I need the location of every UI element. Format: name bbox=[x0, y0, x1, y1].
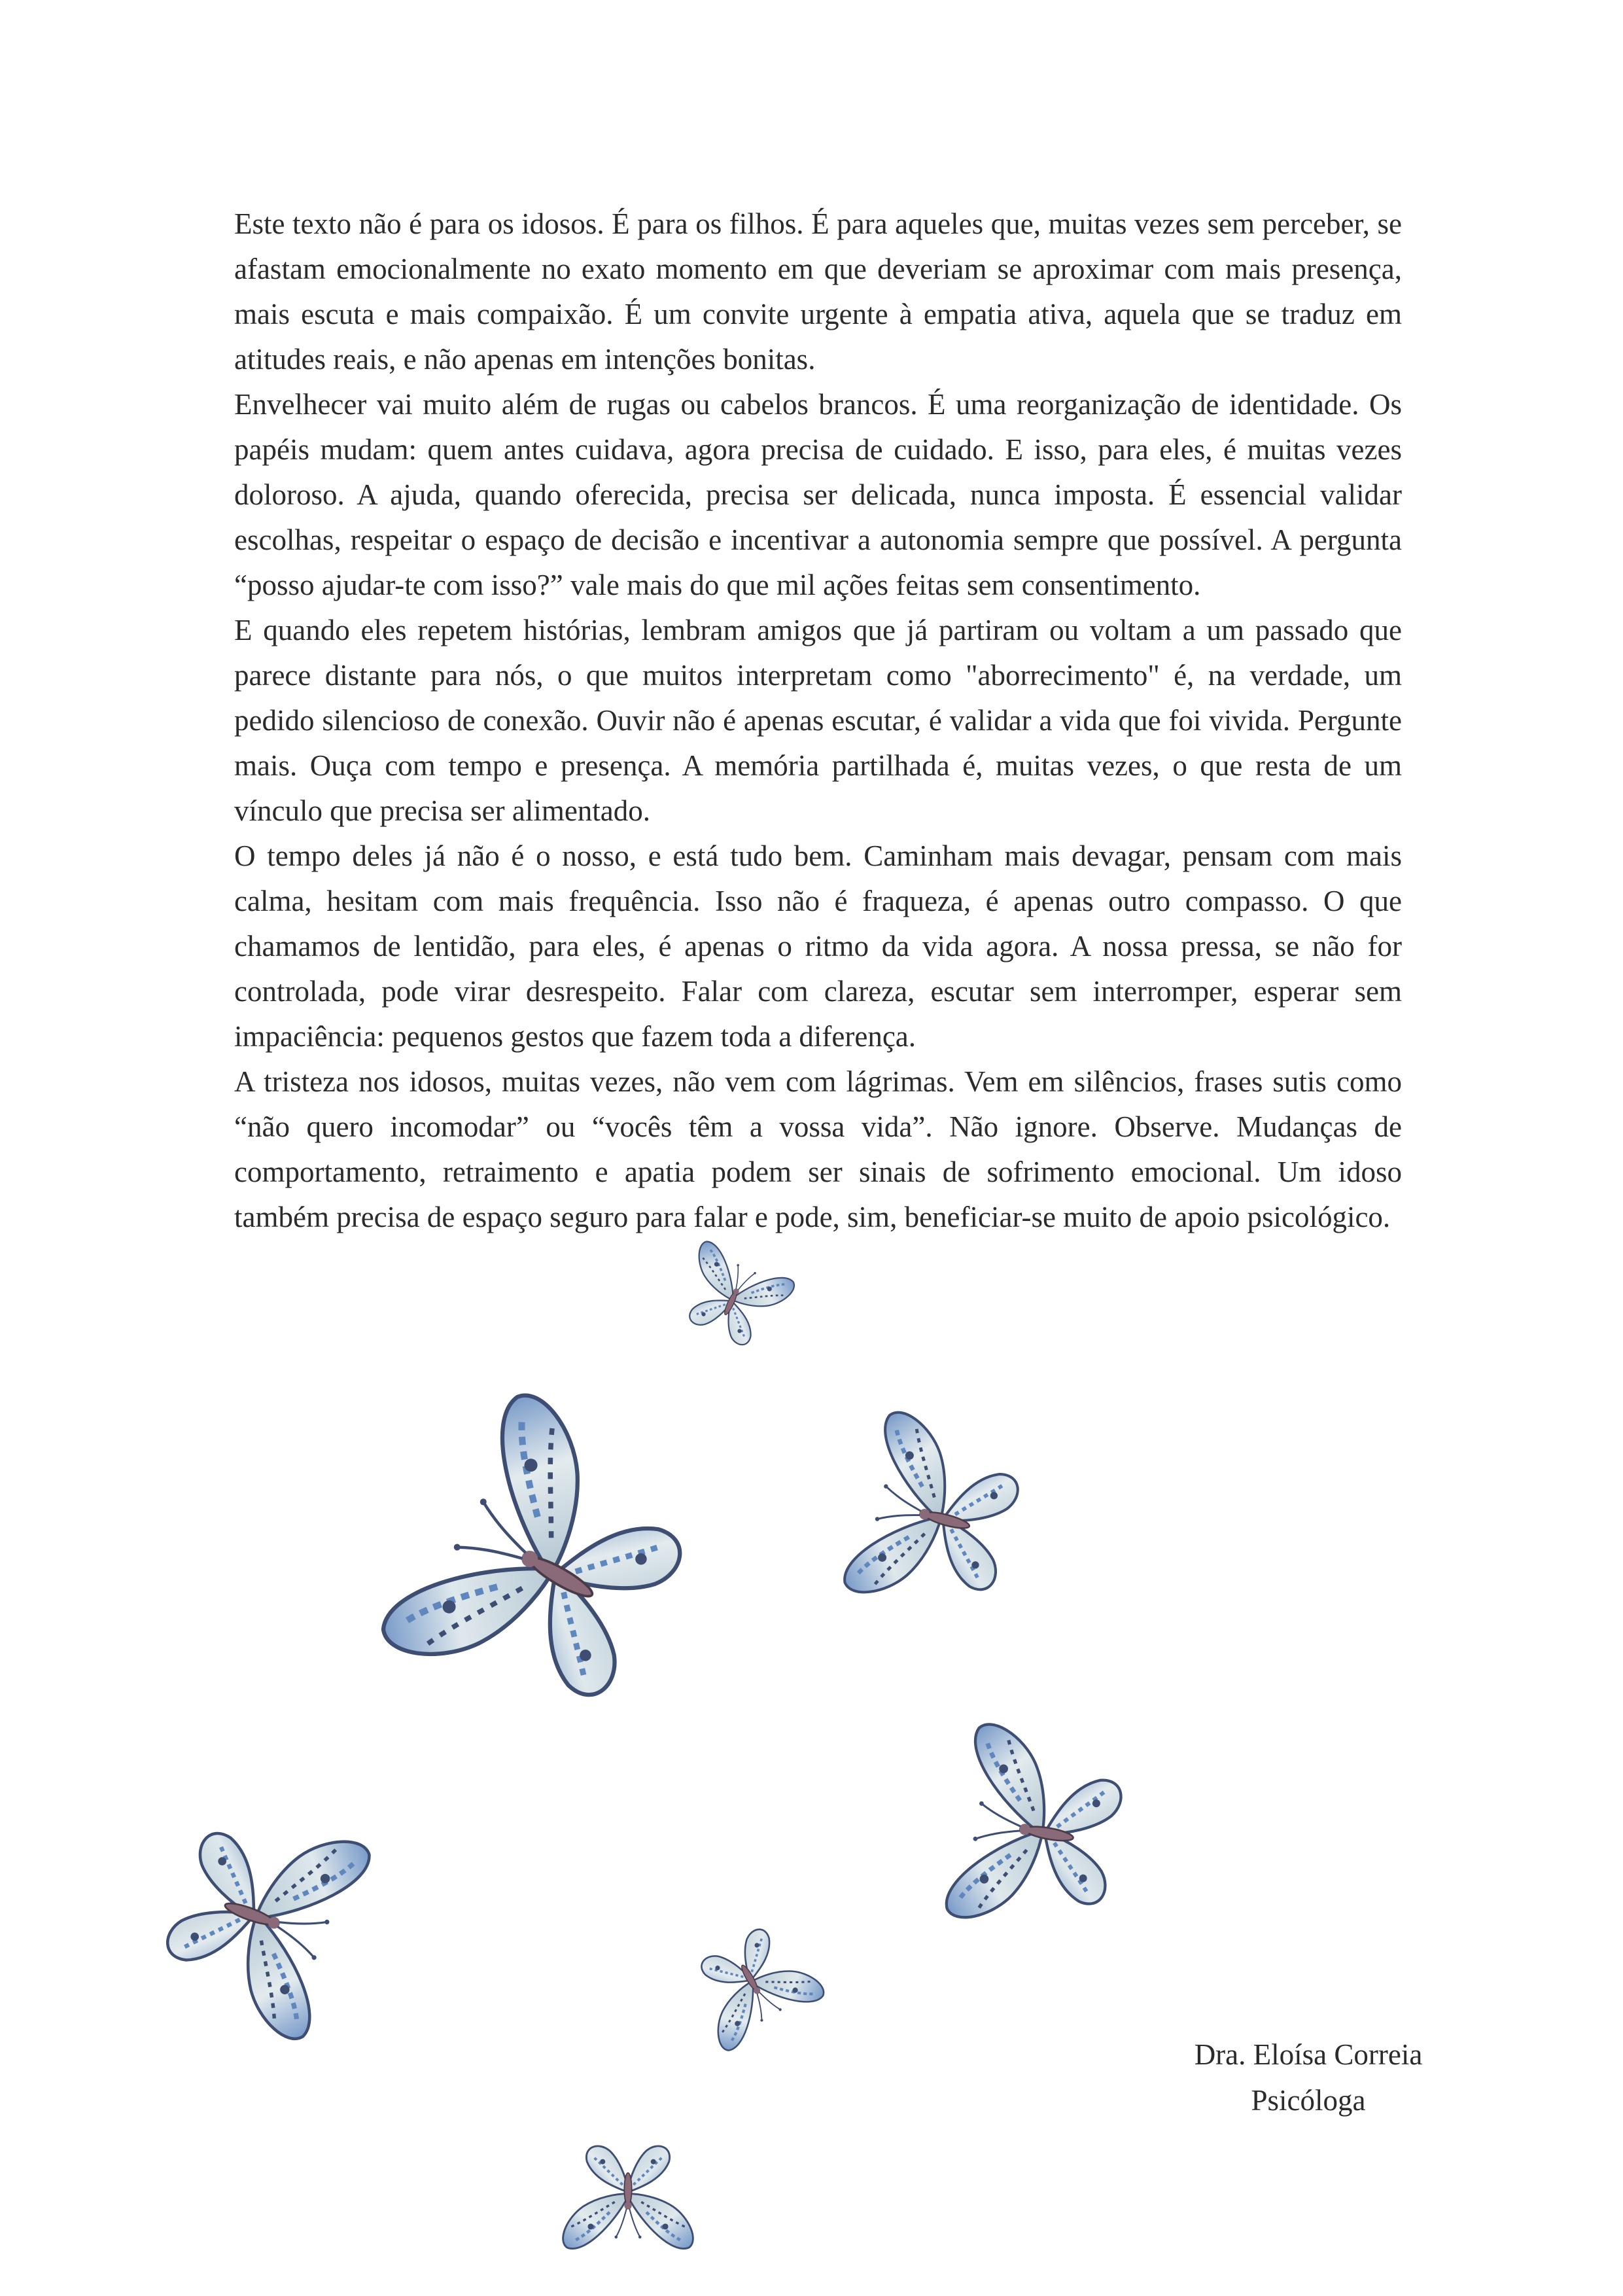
body-text bbox=[234, 202, 1402, 1240]
signature-block bbox=[1112, 2032, 1505, 2123]
paragraph-1: Este texto não é para os idosos. É para os filhos. É para aqueles que, muitas vezes sem perceber, se afastam emocionalmente no exato momento em que deveriam se aproximar com mais presença, mais escuta e mais compaixão. É um convite urgente à empatia ativa, aquela que se traduz em atitudes reais, e não apenas em intenções bonitas. bbox=[234, 207, 1402, 376]
butterfly-illustration bbox=[550, 2113, 707, 2277]
paragraph-4: O tempo deles já não é o nosso, e está tudo bem. Caminham mais devagar, pensam com mais calma, hesitam com mais frequência. Isso não é fraqueza, é apenas outro compasso. O que chamamos de lentidão, para eles, é apenas o ritmo da vida agora. A nossa pressa, se não for controlada, pode virar desrespeito. Falar com clareza, escutar sem interromper, esperar sem impaciência: pequenos gestos que fazem toda a diferença. bbox=[234, 839, 1402, 1053]
butterfly-illustration bbox=[651, 1230, 814, 1368]
paragraph-5: A tristeza nos idosos, muitas vezes, não vem com lágrimas. Vem em silêncios, frases sutis como “não quero incomodar” ou “vocês têm a vossa vida”. Não ignore. Observe. Mudanças de comportamento, retraimento e apatia podem ser sinais de sofrimento emocional. Um idoso também precisa de espaço seguro para falar e pode, sim, beneficiar-se muito de apoio psicológico. bbox=[234, 1065, 1402, 1233]
butterfly-illustration bbox=[801, 1407, 1076, 1629]
butterfly-illustration bbox=[654, 1904, 850, 2061]
butterfly-illustration bbox=[114, 1793, 402, 2041]
butterfly-illustration bbox=[386, 1400, 713, 1740]
signature-title: Psicóloga bbox=[1251, 2084, 1366, 2117]
signature-name: Dra. Eloísa Correia bbox=[1194, 2038, 1423, 2071]
paragraph-2: Envelhecer vai muito além de rugas ou cabelos brancos. É uma reorganização de identidade. Os papéis mudam: quem antes cuidava, agora precisa de cuidado. E isso, para eles, é muitas vezes doloroso. A ajuda, quando oferecida, precisa ser delicada, nunca imposta. É essencial validar escolhas, respeitar o espaço de decisão e incentivar a autonomia sempre que possível. A pergunta “posso ajudar-te com isso?” vale mais do que mil ações feitas sem consentimento. bbox=[234, 388, 1402, 601]
butterfly-illustration bbox=[909, 1714, 1171, 1950]
paragraph-3: E quando eles repetem histórias, lembram amigos que já partiram ou voltam a um passado que parece distante para nós, o que muitos interpretam como "aborrecimento" é, na verdade, um pedido silencioso de conexão. Ouvir não é apenas escutar, é validar a vida que foi vivida. Pergunte mais. Ouça com tempo e presença. A memória partilhada é, muitas vezes, o que resta de um vínculo que precisa ser alimentado. bbox=[234, 614, 1402, 827]
